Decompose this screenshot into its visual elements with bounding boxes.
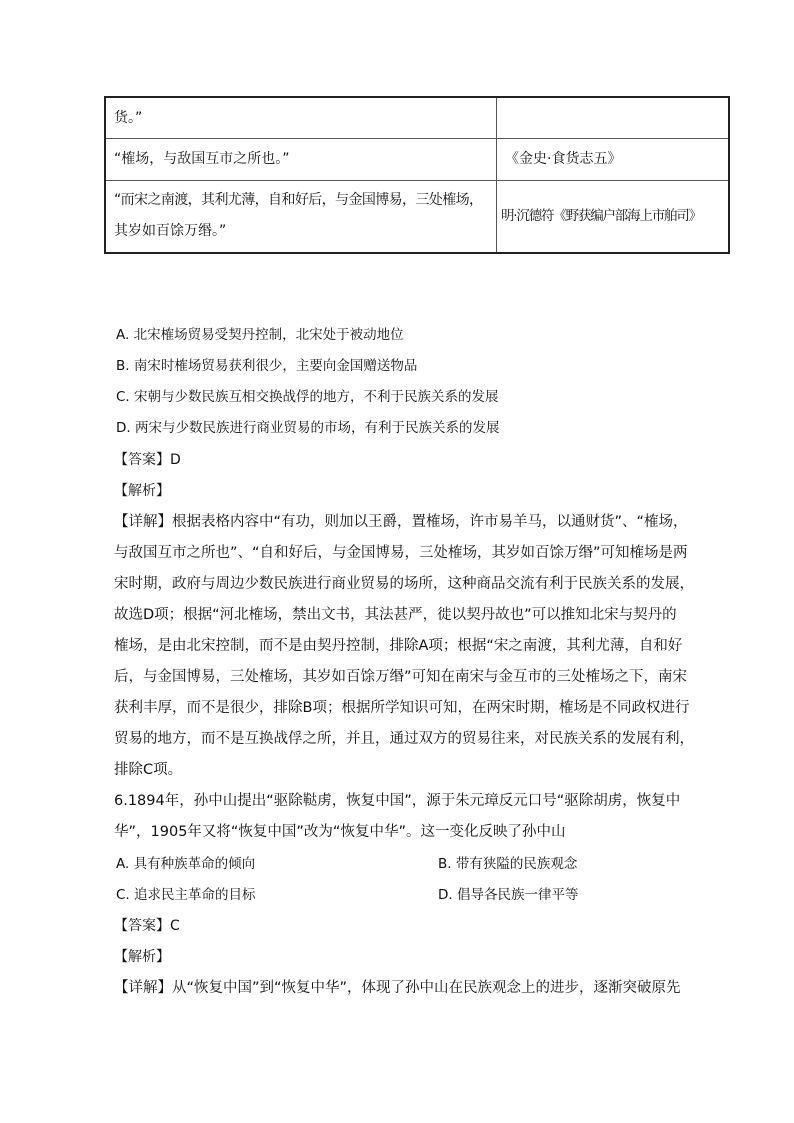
- detail-line: 【详解】根据表格内容中“有功，则加以王爵，置榷场，许市易羊马，以通财货”、“榷场，: [114, 514, 688, 530]
- table-row: [105, 138, 729, 180]
- source-cell: [497, 97, 730, 138]
- analysis-label: 【解析】: [114, 949, 170, 965]
- quote-cell: [105, 180, 497, 253]
- source-cell: [497, 180, 730, 253]
- answer-label: 【答案】D: [114, 452, 181, 468]
- source-table: [104, 96, 730, 254]
- table-row: [105, 180, 729, 253]
- answer-label: 【答案】C: [114, 918, 180, 934]
- option-b: B. 南宋时榷场贸易获利很少，主要向金国赠送物品: [116, 358, 418, 374]
- source-cell: [497, 138, 730, 180]
- quote-text: “榷场，与敌国互市之所也。”: [114, 151, 290, 167]
- question-stem-line: 华”，1905年又将“恢复中国”改为“恢复中华”。这一变化反映了孙中山: [114, 824, 566, 840]
- option-a: A. 北宋榷场贸易受契丹控制，北宋处于被动地位: [116, 327, 404, 343]
- source-text: 明·沉德符《野获编户部海上市舶司》: [501, 208, 701, 225]
- detail-line: 贸易的地方，而不是互换战俘之所，并且，通过双方的贸易往来，对民族关系的发展有利，: [114, 731, 694, 747]
- option-c: C. 宋朝与少数民族互相交换战俘的地方，不利于民族关系的发展: [116, 389, 499, 405]
- detail-line: 与敌国互市之所也”、“自和好后，与金国博易，三处榷场，其岁如百馀万缗”可知榷场是两: [114, 545, 688, 561]
- quote-text-line: 其岁如百馀万缗。”: [114, 223, 227, 240]
- detail-line: 获利丰厚，而不是很少，排除B项；根据所学知识可知，在两宋时期，榷场是不同政权进行: [114, 700, 690, 716]
- detail-line: 排除C项。: [114, 762, 183, 778]
- quote-cell: [105, 138, 497, 180]
- detail-line: 故选D项；根据“河北榷场，禁出文书，其法甚严，徙以契丹故也”可以推知北宋与契丹的: [114, 607, 677, 623]
- option-b: B. 带有狭隘的民族观念: [438, 856, 578, 872]
- source-text: 《金史·食货志五》: [505, 151, 622, 167]
- quote-text: 货。”: [114, 109, 143, 126]
- option-d: D. 倡导各民族一律平等: [438, 887, 579, 903]
- detail-line: 榷场，是由北宋控制，而不是由契丹控制，排除A项；根据“宋之南渡，其利尤薄，自和好: [114, 638, 683, 654]
- analysis-label: 【解析】: [114, 483, 170, 499]
- option-c: C. 追求民主革命的目标: [116, 887, 256, 903]
- option-a: A. 具有种族革命的倾向: [116, 856, 256, 872]
- quote-text-line: “而宋之南渡，其利尤薄，自和好后，与金国博易，三处榷场，: [114, 192, 483, 209]
- quote-cell: [105, 97, 497, 138]
- option-d: D. 两宋与少数民族进行商业贸易的市场，有利于民族关系的发展: [116, 420, 500, 436]
- table-row: [105, 97, 729, 138]
- detail-line: 后，与金国博易，三处榷场，其岁如百馀万缗”可知在南宋与金互市的三处榷场之下，南宋: [114, 669, 688, 685]
- detail-line: 【详解】从“恢复中国”到“恢复中华”，体现了孙中山在民族观念上的进步，逐渐突破原先: [114, 980, 681, 996]
- question-stem-line: 6.1894年，孙中山提出“驱除鞑虏，恢复中国”，源于朱元璋反元口号“驱除胡虏，恢复中: [114, 793, 681, 809]
- detail-line: 宋时期，政府与周边少数民族进行商业贸易的场所，这种商品交流有利于民族关系的发展，: [114, 576, 694, 592]
